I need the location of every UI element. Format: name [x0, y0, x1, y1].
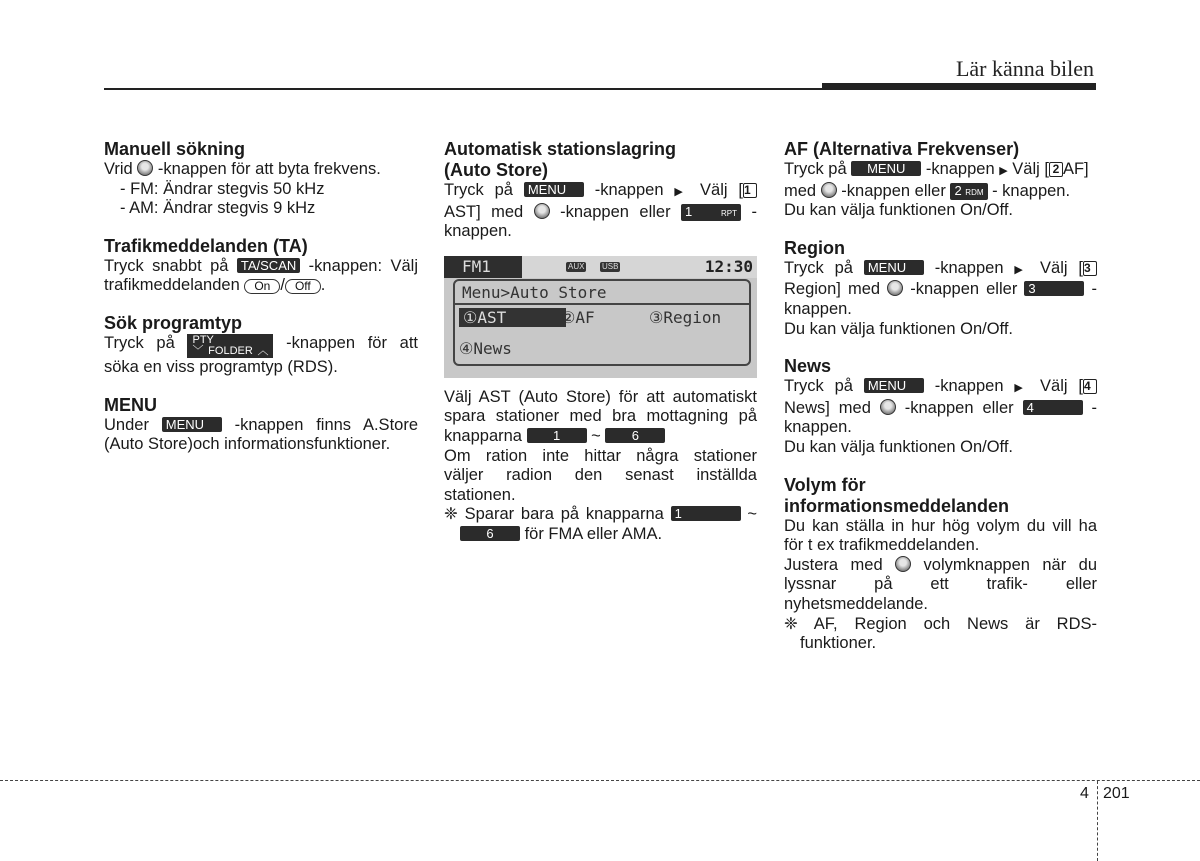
- column-right: [784, 139, 1097, 654]
- text: -knappen eller: [895, 398, 1023, 417]
- text: Tryck snabbt på: [104, 256, 237, 275]
- menu-key: MENU: [162, 417, 222, 432]
- display-clock: 12:30: [704, 256, 753, 276]
- tune-knob-icon: [821, 182, 837, 198]
- paragraph: spara stationer med bra mottagning på: [444, 407, 757, 426]
- tune-knob-icon: [534, 203, 550, 219]
- column-left: [104, 139, 418, 455]
- page-header-title: Lär känna bilen: [955, 56, 1094, 81]
- section-title-volume-2: informationsmeddelanden: [784, 495, 1010, 516]
- text: Välj [: [1029, 258, 1083, 277]
- display-menu-divider: [455, 303, 749, 305]
- paragraph: [444, 427, 757, 447]
- aux-badge: AUX: [568, 261, 585, 271]
- text: trafikmeddelanden: [104, 276, 245, 295]
- volume-knob-icon: [895, 556, 911, 572]
- folder-label: FOLDER: [208, 344, 253, 357]
- text: Välj [: [1007, 160, 1049, 178]
- text: /: [280, 276, 285, 295]
- arrow-right-icon: ▶: [999, 165, 1008, 177]
- header-rule-accent: [822, 83, 1096, 89]
- paragraph: för t ex trafikmeddelanden.: [784, 536, 980, 555]
- display-item-news: ④News: [459, 338, 512, 358]
- paragraph: Du kan välja funktionen On/Off.: [784, 201, 1013, 220]
- text: News] med: [784, 398, 880, 417]
- paragraph: nyhetsmeddelande.: [784, 594, 929, 613]
- text: Tryck på: [784, 377, 864, 396]
- menu-key: MENU: [864, 260, 924, 275]
- text: Tryck på: [784, 160, 852, 178]
- paragraph: [784, 160, 1097, 182]
- preset-4-key: 4: [1023, 400, 1083, 415]
- pty-label: PTY: [192, 333, 214, 346]
- section-title-manual-search: Manuell sökning: [104, 139, 246, 159]
- key-label: 1: [685, 203, 693, 219]
- display-menu-title: Menu>Auto Store: [462, 282, 607, 302]
- text: ~: [740, 505, 757, 524]
- text: med: [784, 181, 821, 200]
- preset-6-key: 6: [460, 526, 520, 541]
- text: ❈ Sparar bara på knapparna: [444, 505, 671, 524]
- text: -knappen för att byta frekvens.: [153, 160, 381, 178]
- paragraph: [784, 259, 1097, 281]
- arrow-right-icon: ▶: [674, 186, 690, 198]
- boxed-2-icon: 2: [1049, 162, 1063, 177]
- text: -knappen: [921, 160, 1000, 178]
- text: Tryck på: [784, 258, 864, 277]
- text: Region] med: [784, 280, 888, 299]
- column-middle: [444, 139, 757, 545]
- display-item-ast: [459, 308, 566, 328]
- note: funktioner.: [800, 634, 877, 653]
- text: ~: [586, 426, 606, 445]
- section-title-af: AF (Alternativa Frekvenser): [784, 139, 1020, 159]
- preset-1-rpt-key: [681, 204, 741, 221]
- footer-dashed-divider: [1097, 781, 1098, 861]
- arrow-right-icon: ▶: [1014, 263, 1030, 276]
- text: -knappen eller: [836, 181, 951, 200]
- arrow-right-icon: ▶: [1014, 382, 1030, 395]
- paragraph: [104, 416, 418, 436]
- menu-key: MENU: [524, 182, 584, 197]
- display-menu: [453, 279, 751, 366]
- tune-knob-icon: [137, 160, 153, 176]
- paragraph: Du kan ställa in hur hög volym du vill ha: [784, 516, 1097, 535]
- paragraph: knappen.: [444, 222, 512, 241]
- preset-6-key: 6: [605, 428, 665, 443]
- text: -knappen eller: [549, 202, 682, 221]
- text: knapparna: [444, 426, 527, 445]
- note: ❈ AF, Region och News är RDS-: [784, 614, 1097, 633]
- paragraph: knappen.: [784, 418, 852, 437]
- text: -knappen för att: [273, 333, 418, 352]
- chapter-number: 4: [1080, 785, 1089, 802]
- paragraph: [104, 257, 418, 277]
- text: -knappen finns A.Store: [221, 415, 418, 434]
- paragraph: lyssnar på ett trafik- eller: [784, 575, 1097, 594]
- paragraph: [784, 399, 1097, 419]
- text: .: [320, 276, 326, 295]
- on-pill: On: [244, 279, 280, 294]
- paragraph: Du kan välja funktionen On/Off.: [784, 437, 1013, 456]
- paragraph: [104, 276, 418, 296]
- text: AST] med: [444, 202, 534, 221]
- paragraph: [444, 181, 757, 203]
- list-item: - FM: Ändrar stegvis 50 kHz: [120, 179, 325, 198]
- menu-key: MENU: [864, 378, 924, 393]
- ta-scan-key: TA/SCAN: [237, 258, 300, 273]
- text: Justera med: [784, 555, 896, 574]
- usb-badge: USB: [602, 261, 619, 271]
- text: -knappen: [583, 181, 675, 199]
- paragraph: [784, 182, 1097, 202]
- text: Tryck på: [444, 181, 524, 199]
- preset-1-key: 1: [527, 428, 587, 443]
- text: Vrid: [104, 160, 138, 178]
- list-item: - AM: Ändrar stegvis 9 kHz: [120, 199, 316, 218]
- tune-knob-icon: [887, 280, 903, 296]
- key-sublabel: RDM: [965, 187, 984, 197]
- boxed-1-icon: 1: [743, 183, 757, 198]
- section-title-news: News: [784, 356, 832, 377]
- text: för FMA eller AMA.: [520, 524, 663, 543]
- pty-folder-key: [187, 334, 273, 358]
- page-number: 201: [1103, 785, 1130, 802]
- section-title-menu: MENU: [104, 394, 157, 415]
- text: -knappen: Välj: [300, 256, 419, 275]
- footer-dashed-rule: [0, 780, 1200, 781]
- chevron-up-icon: ︿: [252, 344, 269, 357]
- paragraph: [104, 334, 418, 358]
- boxed-4-icon: 4: [1083, 379, 1097, 394]
- text: -knappen: [923, 377, 1015, 396]
- paragraph: knappen.: [784, 299, 852, 318]
- paragraph: [784, 556, 1097, 576]
- text: -: [1084, 280, 1097, 299]
- text: -: [741, 202, 757, 221]
- paragraph: Om ration inte hittar några stationer: [444, 446, 757, 465]
- section-title-region: Region: [784, 237, 845, 258]
- chevron-down-icon: ﹀: [192, 344, 209, 357]
- tune-knob-icon: [880, 399, 896, 415]
- text: AF]: [1062, 160, 1089, 178]
- paragraph: Du kan välja funktionen On/Off.: [784, 319, 1013, 338]
- menu-key: MENU: [851, 161, 921, 176]
- preset-2-rdm-key: [950, 183, 987, 200]
- text: volymknappen när du: [911, 555, 1098, 574]
- paragraph: stationen.: [444, 485, 516, 504]
- key-sublabel: RPT: [721, 208, 738, 218]
- display-mode: FM1: [444, 256, 522, 278]
- text: Under: [104, 415, 162, 434]
- section-title-auto-store-2: (Auto Store): [444, 160, 548, 180]
- paragraph: [104, 160, 418, 180]
- section-title-traffic: Trafikmeddelanden (TA): [104, 235, 308, 256]
- paragraph: Välj AST (Auto Store) för att automatiskt: [444, 387, 757, 406]
- preset-3-key: 3: [1024, 281, 1084, 296]
- note: [444, 505, 757, 525]
- display-item-af: ②AF: [561, 307, 595, 327]
- paragraph: väljer radion den senast inställda: [444, 466, 757, 485]
- text: Välj [: [1029, 377, 1083, 396]
- section-title-program-type: Sök programtyp: [104, 312, 243, 333]
- display-item-region: ③Region: [649, 307, 722, 327]
- text: Tryck på: [104, 333, 188, 352]
- text: Välj [: [689, 181, 743, 199]
- paragraph: (Auto Store)och informationsfunktioner.: [104, 435, 391, 454]
- paragraph: söka en viss programtyp (RDS).: [104, 357, 338, 376]
- text: -knappen eller: [903, 280, 1025, 299]
- preset-1-key: 1: [671, 506, 741, 521]
- text: -: [1082, 398, 1097, 417]
- boxed-3-icon: 3: [1083, 261, 1097, 276]
- paragraph: [784, 280, 1097, 300]
- radio-display-image: [444, 256, 757, 378]
- note: [444, 525, 757, 545]
- paragraph: [444, 203, 757, 223]
- text: -knappen: [923, 258, 1015, 277]
- off-pill: Off: [285, 279, 321, 294]
- key-label: 2: [954, 182, 962, 198]
- text: - knappen.: [987, 181, 1071, 200]
- section-title-volume: Volym för: [784, 474, 866, 495]
- selected-item: ①AST: [459, 308, 566, 327]
- paragraph: [784, 377, 1097, 399]
- section-title-auto-store: Automatisk stationslagring: [444, 139, 677, 159]
